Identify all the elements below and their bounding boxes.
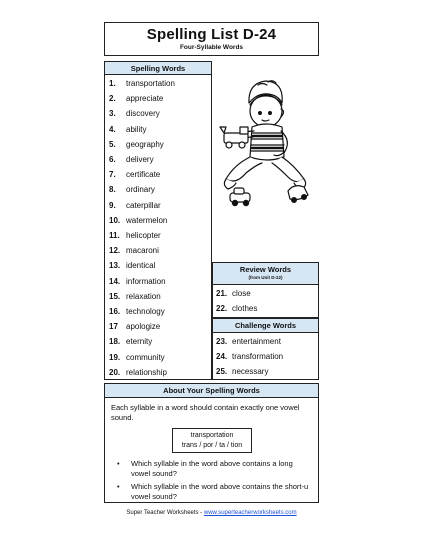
bullet-icon: • — [117, 482, 120, 491]
word-row — [109, 258, 155, 273]
word-row — [109, 122, 146, 137]
word-number: 5. — [109, 139, 116, 149]
word-number: 2. — [109, 94, 116, 104]
word-number: 8. — [109, 185, 116, 195]
spelling-words-header: Spelling Words — [105, 62, 211, 75]
word-text: ability — [126, 124, 147, 134]
page-subtitle: Four-Syllable Words — [179, 44, 244, 51]
word-number: 10. — [109, 215, 121, 225]
word-text: information — [126, 276, 166, 286]
word-row — [109, 198, 161, 213]
word-number: 15. — [109, 291, 121, 301]
word-number: 6. — [109, 155, 116, 164]
word-row — [216, 334, 281, 349]
word-row — [109, 350, 165, 365]
word-row — [109, 106, 160, 121]
word-row — [216, 286, 251, 301]
question-text: Which syllable in the word above contains a long vowel sound? — [131, 459, 293, 478]
question-item — [117, 482, 312, 501]
page-title: Spelling List D-24 — [146, 26, 277, 43]
word-number: 7. — [109, 170, 116, 180]
word-number: 21. — [216, 289, 228, 298]
word-text: technology — [126, 307, 165, 316]
about-description: Each syllable in a word should contain exactly one vowel sound. — [111, 403, 300, 422]
word-number: 24. — [216, 352, 228, 361]
word-number: 13. — [109, 261, 121, 271]
question-item — [117, 459, 312, 478]
word-row — [109, 152, 154, 167]
word-row — [109, 182, 155, 197]
footer — [104, 510, 319, 516]
word-text: certificate — [126, 170, 161, 180]
word-text: macaroni — [126, 246, 159, 256]
word-text: eternity — [126, 337, 153, 347]
word-row — [216, 364, 268, 379]
word-number: 19. — [109, 352, 121, 362]
review-words-box — [212, 262, 319, 318]
child-illustration-image — [212, 61, 319, 261]
word-number: 20. — [109, 367, 121, 377]
word-text: relaxation — [126, 291, 161, 301]
review-words-header — [213, 263, 318, 285]
word-text: transformation — [232, 352, 284, 361]
word-number: 17 — [109, 322, 118, 332]
word-row — [109, 319, 160, 334]
word-text: relationship — [126, 367, 167, 377]
word-number: 12. — [109, 246, 121, 256]
word-text: entertainment — [232, 337, 281, 346]
word-text: ordinary — [126, 185, 155, 195]
word-text: discovery — [126, 109, 160, 119]
word-row — [109, 76, 175, 91]
word-text: community — [126, 352, 165, 362]
footer-credit: Super Teacher Worksheets - — [126, 510, 204, 516]
word-text: caterpillar — [126, 200, 161, 210]
word-row — [109, 243, 159, 258]
word-number: 3. — [109, 109, 116, 119]
word-row — [109, 228, 161, 243]
challenge-words-box — [212, 318, 319, 380]
title-box — [104, 22, 319, 56]
word-text: close — [232, 289, 251, 298]
word-row — [109, 365, 167, 380]
word-number: 9. — [109, 200, 116, 210]
word-number: 23. — [216, 337, 228, 346]
challenge-words-header: Challenge Words — [213, 319, 318, 333]
word-row — [109, 137, 164, 152]
word-number: 18. — [109, 337, 121, 347]
word-text: transportation — [126, 79, 175, 88]
about-header: About Your Spelling Words — [105, 384, 318, 398]
word-text: delivery — [126, 155, 154, 164]
bullet-icon: • — [117, 459, 120, 468]
word-number: 4. — [109, 124, 116, 134]
review-words-title: Review Words — [239, 265, 292, 274]
word-number: 14. — [109, 276, 121, 286]
word-text: geography — [126, 139, 164, 149]
example-syllables: trans / por / ta / tion — [181, 442, 243, 449]
example-word: transportation — [190, 432, 234, 439]
about-spelling-words-box — [104, 383, 319, 503]
word-text: clothes — [232, 304, 258, 313]
word-row — [109, 213, 167, 228]
word-row — [109, 91, 163, 106]
word-text: helicopter — [126, 231, 161, 240]
word-text: apologize — [126, 322, 161, 332]
word-number: 1. — [109, 79, 116, 88]
word-text: necessary — [232, 367, 269, 376]
spelling-words-box — [104, 61, 212, 380]
word-number: 11. — [109, 231, 120, 240]
word-text: watermelon — [126, 215, 168, 225]
word-row — [216, 301, 257, 316]
word-text: appreciate — [126, 94, 164, 104]
word-row — [216, 349, 283, 364]
child-with-toy-train-illustration — [212, 61, 319, 261]
word-text: identical — [126, 261, 156, 271]
word-row — [109, 304, 165, 319]
word-row — [109, 167, 160, 182]
footer-link[interactable]: www.superteacherworksheets.com — [203, 510, 297, 516]
question-text: Which syllable in the word above contains the short-u vowel sound? — [131, 482, 309, 501]
word-row — [109, 334, 152, 349]
syllable-example-box — [172, 428, 252, 453]
word-number: 22. — [216, 304, 228, 313]
word-row — [109, 289, 161, 304]
word-number: 16. — [109, 307, 121, 316]
review-words-subtitle: (from Unit D-22) — [248, 275, 283, 280]
word-number: 25. — [216, 367, 228, 376]
word-row — [109, 274, 166, 289]
